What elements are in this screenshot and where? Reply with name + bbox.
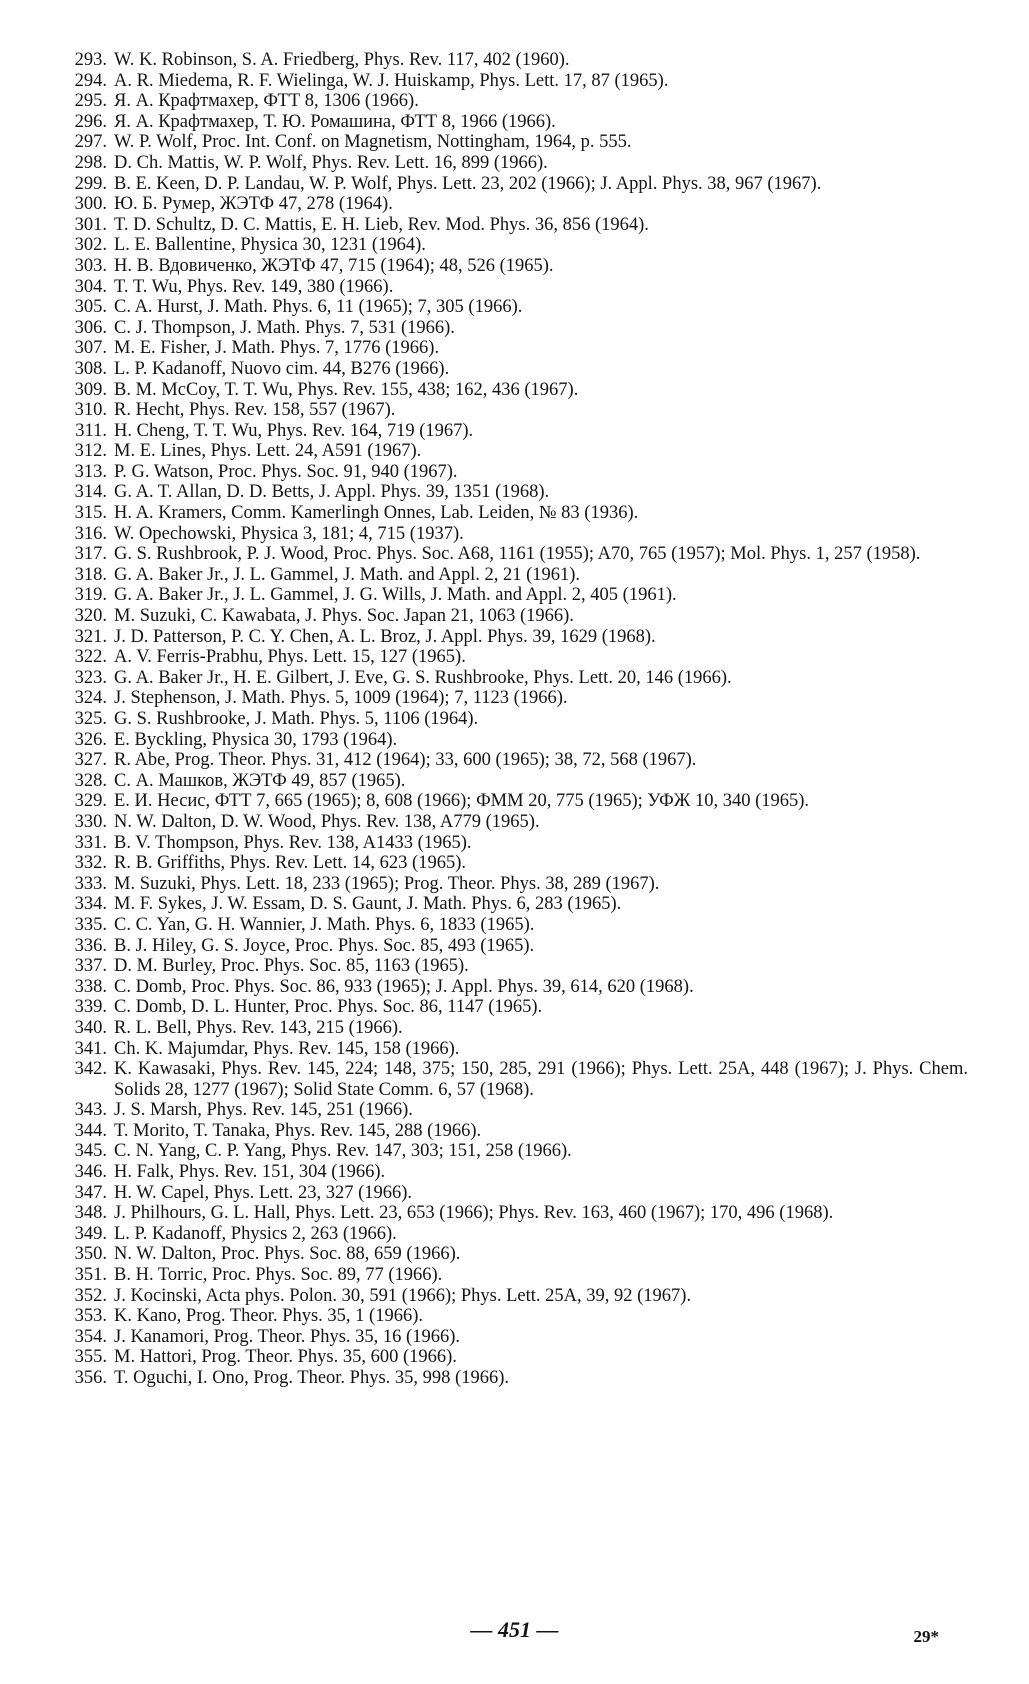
reference-number: 295. [74,91,107,112]
reference-text: T. D. Schultz, D. C. Mattis, E. H. Lieb, Rev. Mod. Phys. 36, 856 (1964). [114,214,649,235]
reference-item [58,1162,968,1183]
reference-text: C. J. Thompson, J. Math. Phys. 7, 531 (1966). [114,317,455,338]
reference-item [58,771,968,792]
reference-item [58,1183,968,1204]
reference-text: A. R. Miedema, R. F. Wielinga, W. J. Huiskamp, Phys. Lett. 17, 87 (1965). [114,70,669,91]
reference-number: 305. [74,297,107,318]
reference-item [58,235,968,256]
reference-item [58,462,968,483]
reference-number: 351. [74,1265,107,1286]
reference-text: H. Cheng, T. T. Wu, Phys. Rev. 164, 719 (1967). [114,420,474,441]
reference-item [58,544,968,565]
reference-text: Я. А. Крафтмахер, ФТТ 8, 1306 (1966). [114,91,419,112]
reference-number: 347. [74,1182,107,1203]
reference-text: D. Ch. Mattis, W. P. Wolf, Phys. Rev. Lett. 16, 899 (1966). [114,152,548,173]
reference-number: 296. [74,111,107,132]
reference-number: 337. [74,956,107,977]
reference-item [58,1039,968,1060]
reference-text: C. Domb, Proc. Phys. Soc. 86, 933 (1965); J. Appl. Phys. 39, 614, 620 (1968). [114,976,694,997]
reference-text: B. E. Keen, D. P. Landau, W. P. Wolf, Phys. Lett. 23, 202 (1966); J. Appl. Phys. 38, 967 (1967). [114,173,822,194]
reference-number: 348. [74,1203,107,1224]
reference-number: 315. [74,503,107,524]
reference-item [58,1265,968,1286]
reference-item [58,318,968,339]
reference-text: J. Kanamori, Prog. Theor. Phys. 35, 16 (1966). [114,1326,460,1347]
reference-item [58,874,968,895]
reference-item [58,1244,968,1265]
reference-text: J. Stephenson, J. Math. Phys. 5, 1009 (1964); 7, 1123 (1966). [114,688,568,709]
reference-item [58,132,968,153]
reference-number: 346. [74,1162,107,1183]
reference-item [58,1224,968,1245]
reference-item [58,1121,968,1142]
reference-number: 307. [74,338,107,359]
reference-item [58,215,968,236]
reference-number: 356. [74,1368,107,1388]
reference-text: H. Falk, Phys. Rev. 151, 304 (1966). [114,1162,386,1183]
reference-item [58,1327,968,1348]
reference-number: 345. [74,1141,107,1162]
reference-number: 318. [74,564,107,585]
reference-number: 309. [74,379,107,400]
reference-item [58,585,968,606]
reference-text: G. A. Baker Jr., J. L. Gammel, J. Math. and Appl. 2, 21 (1961). [114,564,581,585]
reference-number: 314. [74,482,107,503]
reference-number: 312. [74,441,107,462]
reference-number: 339. [74,997,107,1018]
reference-item [58,997,968,1018]
reference-text: H. W. Capel, Phys. Lett. 23, 327 (1966). [114,1182,413,1203]
reference-number: 317. [74,544,107,565]
reference-number: 325. [74,709,107,729]
reference-text: R. B. Griffiths, Phys. Rev. Lett. 14, 623 (1965). [114,853,467,874]
reference-item [58,750,968,771]
reference-item [58,977,968,998]
reference-number: 304. [74,276,107,297]
reference-item [58,730,968,751]
reference-item [58,833,968,854]
reference-text: Ch. K. Majumdar, Phys. Rev. 145, 158 (1966). [114,1038,460,1059]
reference-text: C. Domb, D. L. Hunter, Proc. Phys. Soc. 86, 1147 (1965). [114,997,543,1018]
reference-text: B. M. McCoy, T. T. Wu, Phys. Rev. 155, 438; 162, 436 (1967). [114,379,579,400]
reference-text: T. T. Wu, Phys. Rev. 149, 380 (1966). [114,276,394,297]
reference-text: T. Oguchi, I. Ono, Prog. Theor. Phys. 35, 998 (1966). [114,1368,509,1388]
reference-text: W. P. Wolf, Proc. Int. Conf. on Magnetism, Nottingham, 1964, p. 555. [114,132,632,153]
reference-number: 354. [74,1326,107,1347]
reference-item [58,1018,968,1039]
reference-text: L. P. Kadanoff, Physics 2, 263 (1966). [114,1223,397,1244]
reference-item [58,482,968,503]
reference-number: 293. [74,50,107,70]
reference-list [58,50,968,1389]
reference-text: M. Suzuki, C. Kawabata, J. Phys. Soc. Japan 21, 1063 (1966). [114,606,574,627]
reference-text: M. E. Lines, Phys. Lett. 24, A591 (1967). [114,441,422,462]
reference-number: 300. [74,194,107,215]
reference-item [58,1141,968,1162]
reference-item [58,503,968,524]
reference-number: 336. [74,935,107,956]
reference-text: N. W. Dalton, D. W. Wood, Phys. Rev. 138, A779 (1965). [114,811,540,832]
reference-number: 355. [74,1347,107,1368]
reference-text: R. Hecht, Phys. Rev. 158, 557 (1967). [114,400,396,421]
reference-number: 340. [74,1017,107,1038]
reference-number: 322. [74,647,107,668]
reference-number: 297. [74,132,107,153]
reference-text: С. А. Машков, ЖЭТФ 49, 857 (1965). [114,770,406,791]
reference-text: K. Kawasaki, Phys. Rev. 145, 224; 148, 375; 150, 285, 291 (1966); Phys. Lett. 25A, 448 (1967); J. Phys. Chem. Solids 28, 1277 (1967); Solid State Comm. 6, 57 (1968). [114,1059,968,1100]
reference-item [58,1368,968,1389]
reference-text: G. A. Baker Jr., H. E. Gilbert, J. Eve, G. S. Rushbrooke, Phys. Lett. 20, 146 (1966). [114,667,732,688]
reference-number: 341. [74,1038,107,1059]
reference-text: B. H. Torric, Proc. Phys. Soc. 89, 77 (1966). [114,1265,443,1286]
reference-text: J. D. Patterson, P. C. Y. Chen, A. L. Broz, J. Appl. Phys. 39, 1629 (1968). [114,626,656,647]
reference-text: R. Abe, Prog. Theor. Phys. 31, 412 (1964); 33, 600 (1965); 38, 72, 568 (1967). [114,750,697,771]
reference-text: Е. И. Несис, ФТТ 7, 665 (1965); 8, 608 (1966); ФММ 20, 775 (1965); УФЖ 10, 340 (1965). [114,791,810,812]
reference-text: N. W. Dalton, Proc. Phys. Soc. 88, 659 (1966). [114,1244,461,1265]
reference-number: 294. [74,70,107,91]
reference-item [58,524,968,545]
reference-number: 324. [74,688,107,709]
reference-number: 316. [74,523,107,544]
reference-item [58,380,968,401]
reference-item [58,112,968,133]
reference-item [58,194,968,215]
reference-item [58,441,968,462]
reference-number: 343. [74,1100,107,1121]
reference-item [58,153,968,174]
reference-text: H. A. Kramers, Comm. Kamerlingh Onnes, Lab. Leiden, № 83 (1936). [114,503,639,524]
reference-number: 335. [74,914,107,935]
reference-text: R. L. Bell, Phys. Rev. 143, 215 (1966). [114,1017,403,1038]
reference-number: 353. [74,1306,107,1327]
reference-number: 321. [74,626,107,647]
reference-number: 338. [74,976,107,997]
reference-item [58,668,968,689]
reference-number: 349. [74,1223,107,1244]
reference-text: L. P. Kadanoff, Nuovo cim. 44, B276 (1966). [114,358,450,379]
reference-number: 303. [74,255,107,276]
reference-text: T. Morito, T. Tanaka, Phys. Rev. 145, 288 (1966). [114,1120,482,1141]
reference-item [58,50,968,71]
reference-item [58,71,968,92]
reference-item [58,297,968,318]
reference-number: 331. [74,832,107,853]
reference-number: 323. [74,667,107,688]
reference-number: 301. [74,214,107,235]
reference-number: 344. [74,1120,107,1141]
reference-text: M. Hattori, Prog. Theor. Phys. 35, 600 (1966). [114,1347,457,1368]
reference-item [58,565,968,586]
reference-text: Н. В. Вдовиченко, ЖЭТФ 47, 715 (1964); 48, 526 (1965). [114,255,554,276]
reference-number: 299. [74,173,107,194]
reference-number: 320. [74,606,107,627]
reference-item [58,421,968,442]
reference-text: K. Kano, Prog. Theor. Phys. 35, 1 (1966). [114,1306,424,1327]
reference-text: Я. А. Крафтмахер, Т. Ю. Ромашина, ФТТ 8, 1966 (1966). [114,111,556,132]
reference-item [58,812,968,833]
reference-number: 328. [74,770,107,791]
reference-item [58,1306,968,1327]
reference-item [58,688,968,709]
reference-number: 311. [75,420,107,441]
reference-item [58,936,968,957]
reference-text: G. A. Baker Jr., J. L. Gammel, J. G. Wills, J. Math. and Appl. 2, 405 (1961). [114,585,677,606]
reference-number: 319. [74,585,107,606]
reference-item [58,1203,968,1224]
reference-text: M. Suzuki, Phys. Lett. 18, 233 (1965); Prog. Theor. Phys. 38, 289 (1967). [114,873,660,894]
reference-text: P. G. Watson, Proc. Phys. Soc. 91, 940 (1967). [114,461,458,482]
reference-item [58,853,968,874]
reference-text: W. Opechowski, Physica 3, 181; 4, 715 (1937). [114,523,464,544]
reference-item [58,956,968,977]
printer-signature: 29* [913,1627,939,1646]
reference-text: E. Byckling, Physica 30, 1793 (1964). [114,729,398,750]
reference-item [58,91,968,112]
reference-text: G. S. Rushbrook, P. J. Wood, Proc. Phys. Soc. A68, 1161 (1955); A70, 765 (1957); Mol. Phys. 1, 257 (1958). [114,544,921,565]
reference-item [58,338,968,359]
reference-item [58,1059,968,1100]
reference-item [58,1347,968,1368]
reference-text: M. E. Fisher, J. Math. Phys. 7, 1776 (1966). [114,338,440,359]
reference-item [58,400,968,421]
reference-text: L. E. Ballentine, Physica 30, 1231 (1964). [114,235,426,256]
reference-item [58,606,968,627]
reference-text: M. F. Sykes, J. W. Essam, D. S. Gaunt, J. Math. Phys. 6, 283 (1965). [114,894,622,915]
reference-number: 334. [74,894,107,915]
reference-number: 330. [74,811,107,832]
reference-item [58,1100,968,1121]
reference-text: J. Philhours, G. L. Hall, Phys. Lett. 23, 653 (1966); Phys. Rev. 163, 460 (1967); 170, 496 (1968). [114,1203,834,1224]
reference-item [58,791,968,812]
reference-item [58,359,968,380]
reference-number: 313. [74,461,107,482]
reference-number: 333. [74,873,107,894]
reference-item [58,709,968,730]
page-number: — 451 — [470,1617,559,1642]
reference-text: G. S. Rushbrooke, J. Math. Phys. 5, 1106 (1964). [114,709,479,729]
reference-item [58,647,968,668]
reference-text: D. M. Burley, Proc. Phys. Soc. 85, 1163 (1965). [114,956,469,977]
reference-text: J. S. Marsh, Phys. Rev. 145, 251 (1966). [114,1100,413,1121]
reference-text: A. V. Ferris-Prabhu, Phys. Lett. 15, 127 (1965). [114,647,466,668]
reference-text: B. J. Hiley, G. S. Joyce, Proc. Phys. Soc. 85, 493 (1965). [114,935,535,956]
reference-item [58,277,968,298]
reference-number: 327. [74,750,107,771]
reference-number: 332. [74,853,107,874]
reference-item [58,1286,968,1307]
reference-number: 350. [74,1244,107,1265]
reference-item [58,174,968,195]
reference-number: 302. [74,235,107,256]
reference-number: 310. [74,400,107,421]
reference-item [58,627,968,648]
reference-number: 308. [74,358,107,379]
reference-text: C. N. Yang, C. P. Yang, Phys. Rev. 147, 303; 151, 258 (1966). [114,1141,572,1162]
reference-number: 342. [74,1059,107,1080]
reference-text: C. A. Hurst, J. Math. Phys. 6, 11 (1965); 7, 305 (1966). [114,297,523,318]
reference-number: 298. [74,152,107,173]
reference-item [58,256,968,277]
reference-text: Ю. Б. Румер, ЖЭТФ 47, 278 (1964). [114,194,393,215]
reference-text: J. Kocinski, Acta phys. Polon. 30, 591 (1966); Phys. Lett. 25A, 39, 92 (1967). [114,1285,692,1306]
reference-text: W. K. Robinson, S. A. Friedberg, Phys. Rev. 117, 402 (1960). [114,50,570,70]
reference-text: B. V. Thompson, Phys. Rev. 138, A1433 (1965). [114,832,472,853]
reference-number: 326. [74,729,107,750]
reference-text: G. A. T. Allan, D. D. Betts, J. Appl. Phys. 39, 1351 (1968). [114,482,550,503]
reference-number: 329. [74,791,107,812]
reference-number: 306. [74,317,107,338]
reference-item [58,915,968,936]
reference-number: 352. [74,1285,107,1306]
reference-text: C. C. Yan, G. H. Wannier, J. Math. Phys. 6, 1833 (1965). [114,914,535,935]
reference-item [58,894,968,915]
